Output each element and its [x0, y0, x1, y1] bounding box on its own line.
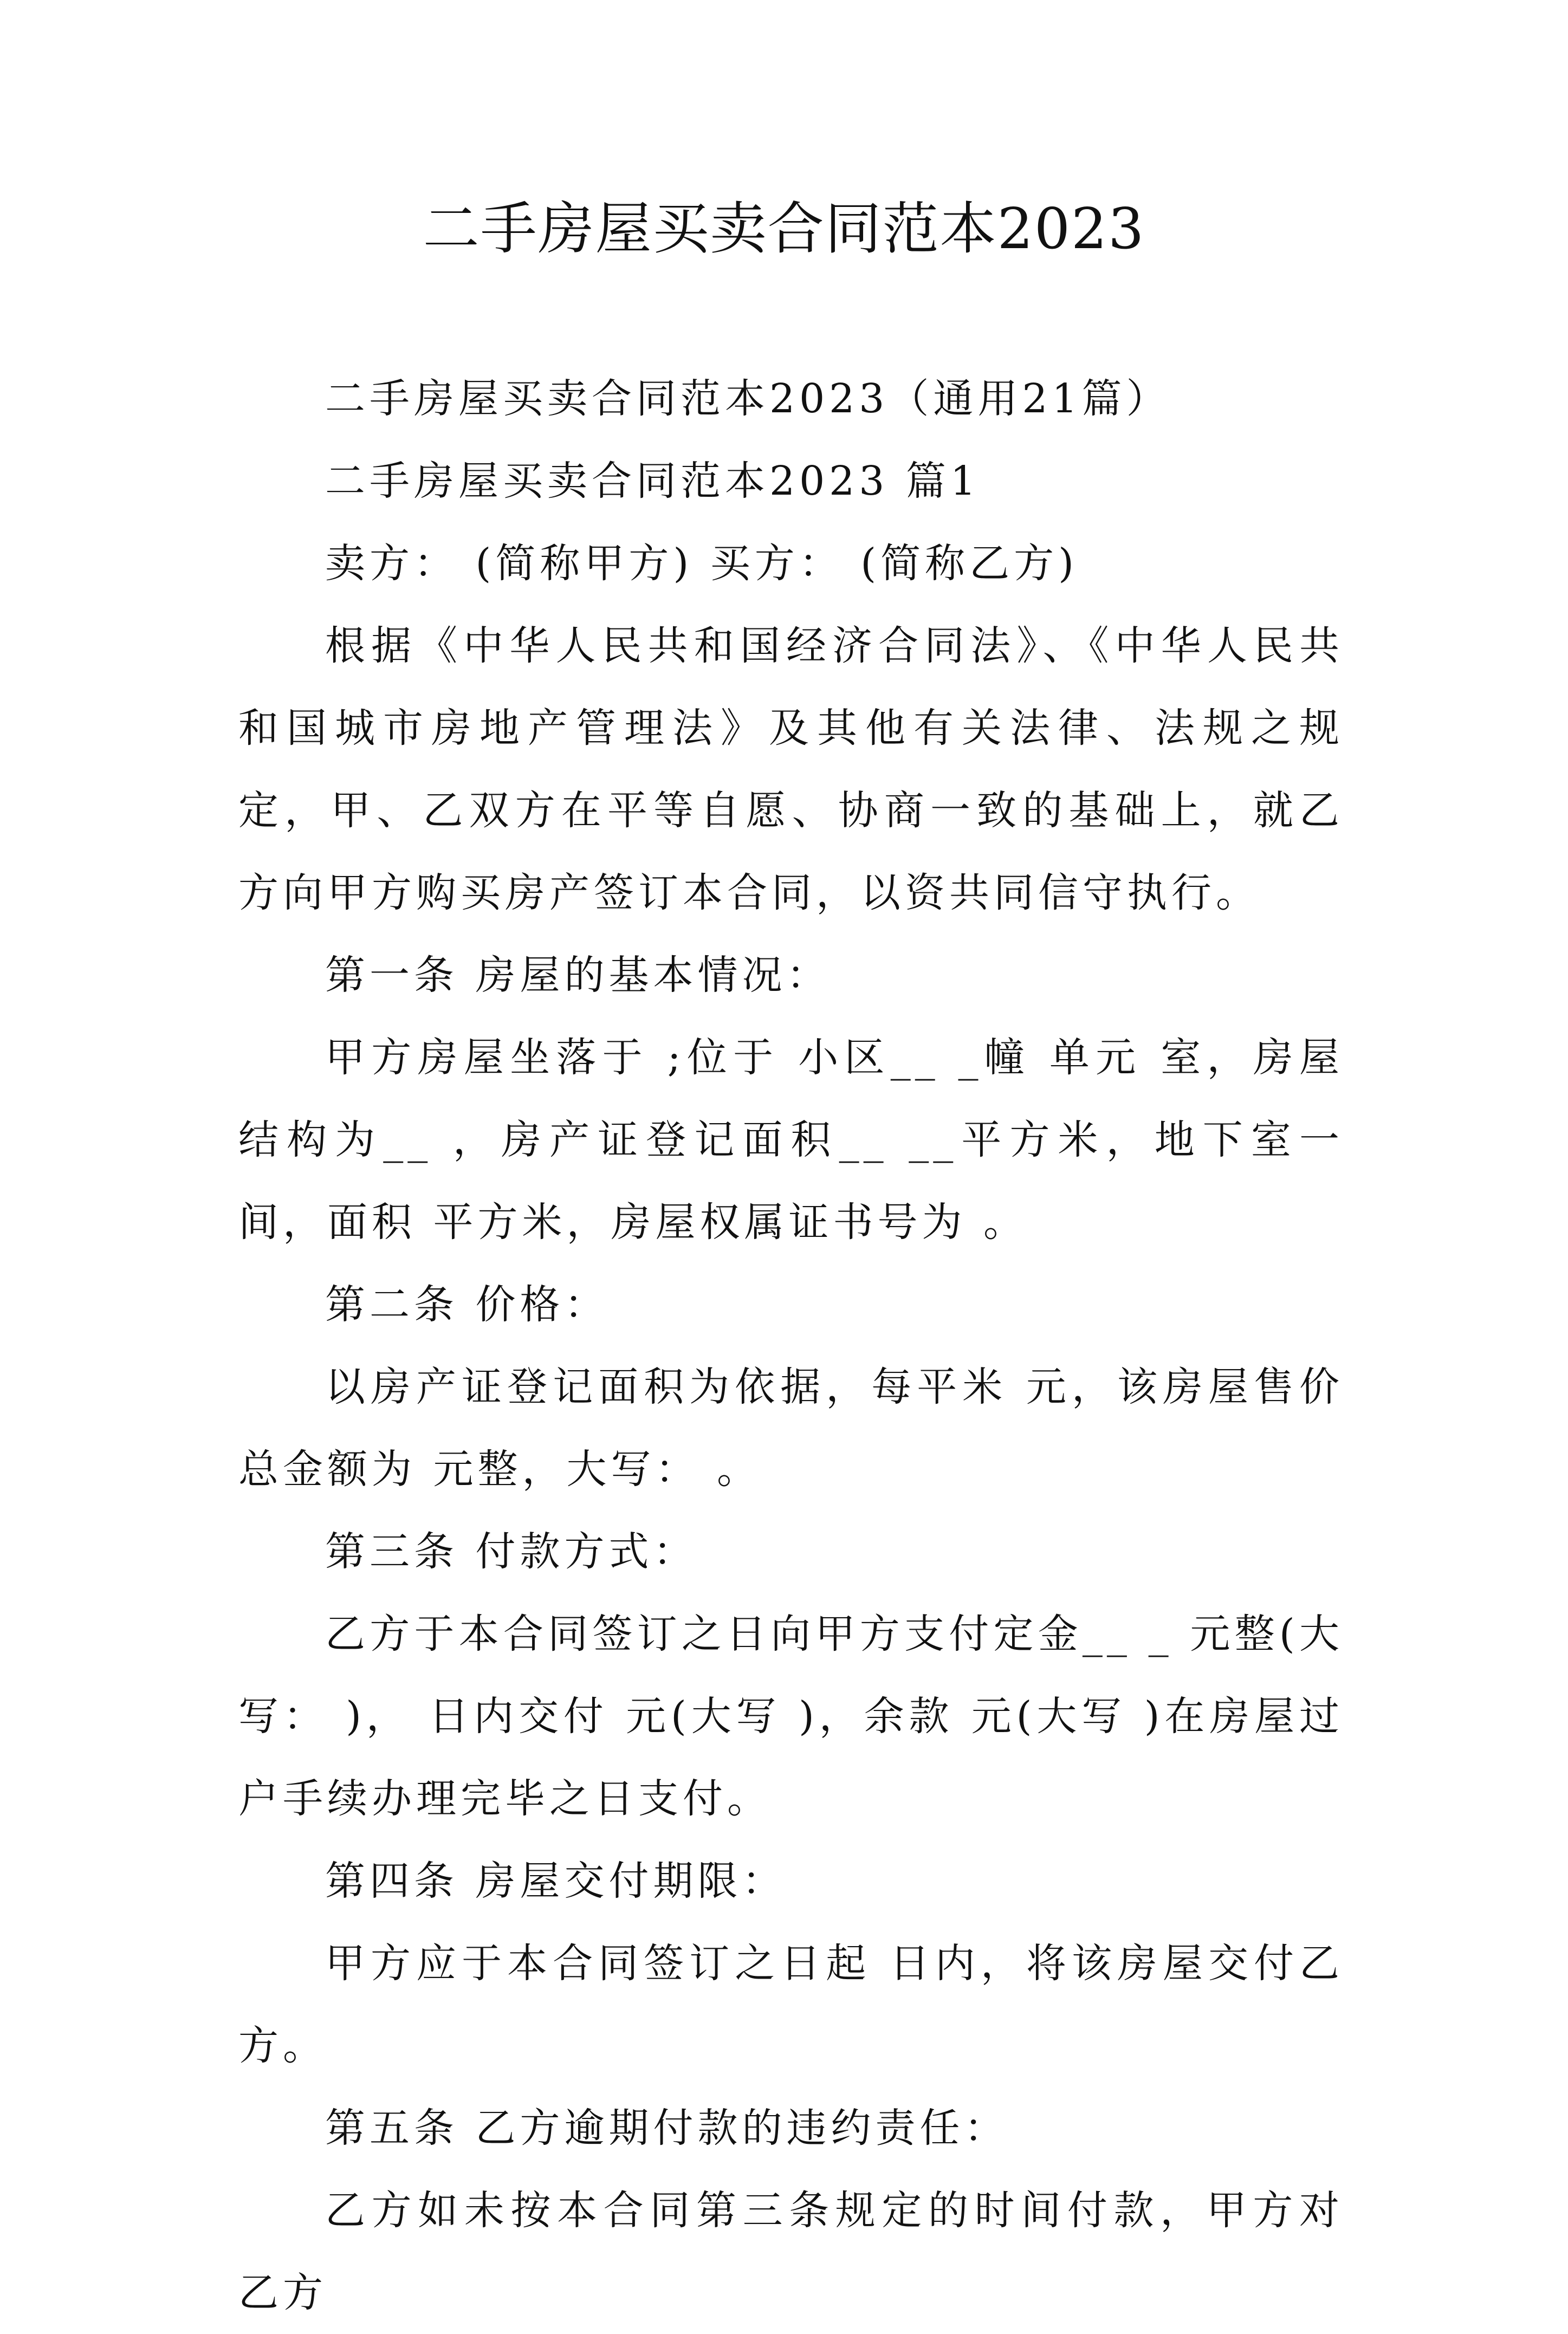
- article-2-heading: 第二条 价格：: [325, 1281, 609, 1328]
- article-4-heading: 第四条 房屋交付期限：: [325, 1858, 787, 1904]
- article-4-body: 甲方应于本合同签订之日起 日内，将该房屋交付乙方。: [238, 1940, 1344, 2069]
- article-3-body: 乙方于本合同签订之日向甲方支付定金__ _ 元整(大写： )， 日内交付 元(大写 )，余款 元(大写 )在房屋过户手续办理完毕之日支付。: [238, 1611, 1344, 1822]
- preamble-paragraph: 根据《中华人民共和国经济合同法》、《中华人民共和国城市房地产管理法》及其他有关法律、法规之规定，甲、乙双方在平等自愿、协商一致的基础上，就乙方向甲方购买房产签订本合同，以资共同信守执行。: [238, 623, 1344, 916]
- subtitle-line: 二手房屋买卖合同范本2023（通用21篇）: [325, 375, 1171, 422]
- article-3-heading: 第三条 付款方式：: [325, 1528, 698, 1575]
- document-title: 二手房屋买卖合同范本2023: [423, 196, 1145, 262]
- parties-line: 卖方： (简称甲方) 买方： (简称乙方): [325, 540, 1079, 587]
- document-body: [238, 358, 1344, 2334]
- section-heading: 二手房屋买卖合同范本2023 篇1: [325, 458, 980, 504]
- article-1-body: 甲方房屋坐落于 ;位于 小区__ _幢 单元 室，房屋结构为__ ，房产证登记面积__ __平方米，地下室一间，面积 平方米，房屋权属证书号为 。: [238, 1034, 1344, 1246]
- article-2-body: 以房产证登记面积为依据，每平米 元，该房屋售价总金额为 元整，大写： 。: [238, 1364, 1344, 1493]
- article-5-heading: 第五条 乙方逾期付款的违约责任：: [325, 2105, 1009, 2151]
- article-5-body: 乙方如未按本合同第三条规定的时间付款，甲方对乙方: [238, 2187, 1344, 2316]
- article-1-heading: 第一条 房屋的基本情况：: [325, 952, 831, 999]
